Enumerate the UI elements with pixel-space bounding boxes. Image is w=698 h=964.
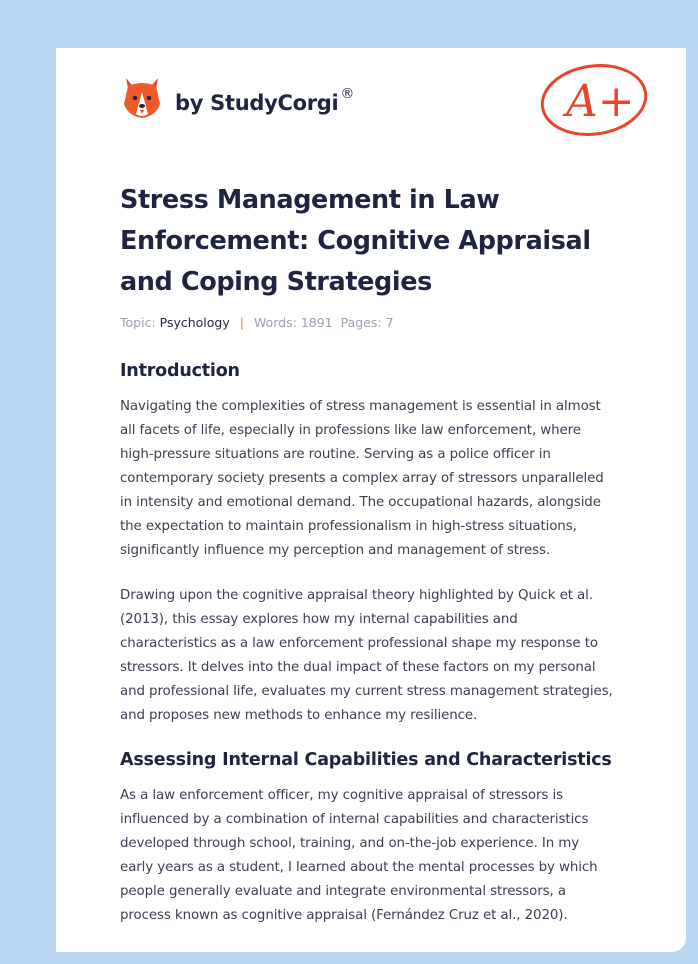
document-page [56,48,686,952]
a-plus-grade-icon [538,60,650,140]
article [120,180,632,928]
section-heading-introduction: Introduction [120,361,240,381]
article-meta: Topic: Psychology | Words: 1891 Pages: 7 [120,315,394,330]
svg-text:A+: A+ [566,76,635,127]
corgi-logo-icon [122,76,162,120]
topic-link[interactable]: Psychology [159,315,230,330]
brand-name[interactable]: by StudyCorgi ® [175,86,355,115]
paragraph: As a law enforcement officer, my cognitive appraisal of stressors is influenced by a combination of internal capabilities and characteristics developed through school, training, and on-the-job experience. In my early years as a student, I learned about the mental processes by which people generally evaluate and integrate environmental stressors, a process known as cognitive appraisal (Fernández Cruz et al., 2020). [120,788,598,923]
paragraph: Drawing upon the cognitive appraisal theory highlighted by Quick et al. (2013), this essay explores how my internal capabilities and characteristics as a law enforcement professional shape my response to stressors. It delves into the dual impact of these factors on my personal and professional life, evaluates my current stress management strategies, and proposes new methods to enhance my resilience. [120,588,613,723]
page-title: Stress Management in Law Enforcement: Cognitive Appraisal and Coping Strategies [120,185,591,297]
header [120,76,660,146]
paragraph: Navigating the complexities of stress management is essential in almost all facets of life, especially in professions like law enforcement, where high-pressure situations are routine. Serving as a police officer in contemporary society presents a complex array of stressors unparalleled in intensity and emotional demand. The occupational hazards, alongside the expectation to maintain professionalism in high-stress situations, significantly influence my perception and management of stress. [120,399,604,558]
section-heading-internal-capabilities: Assessing Internal Capabilities and Characteristics [120,750,612,770]
